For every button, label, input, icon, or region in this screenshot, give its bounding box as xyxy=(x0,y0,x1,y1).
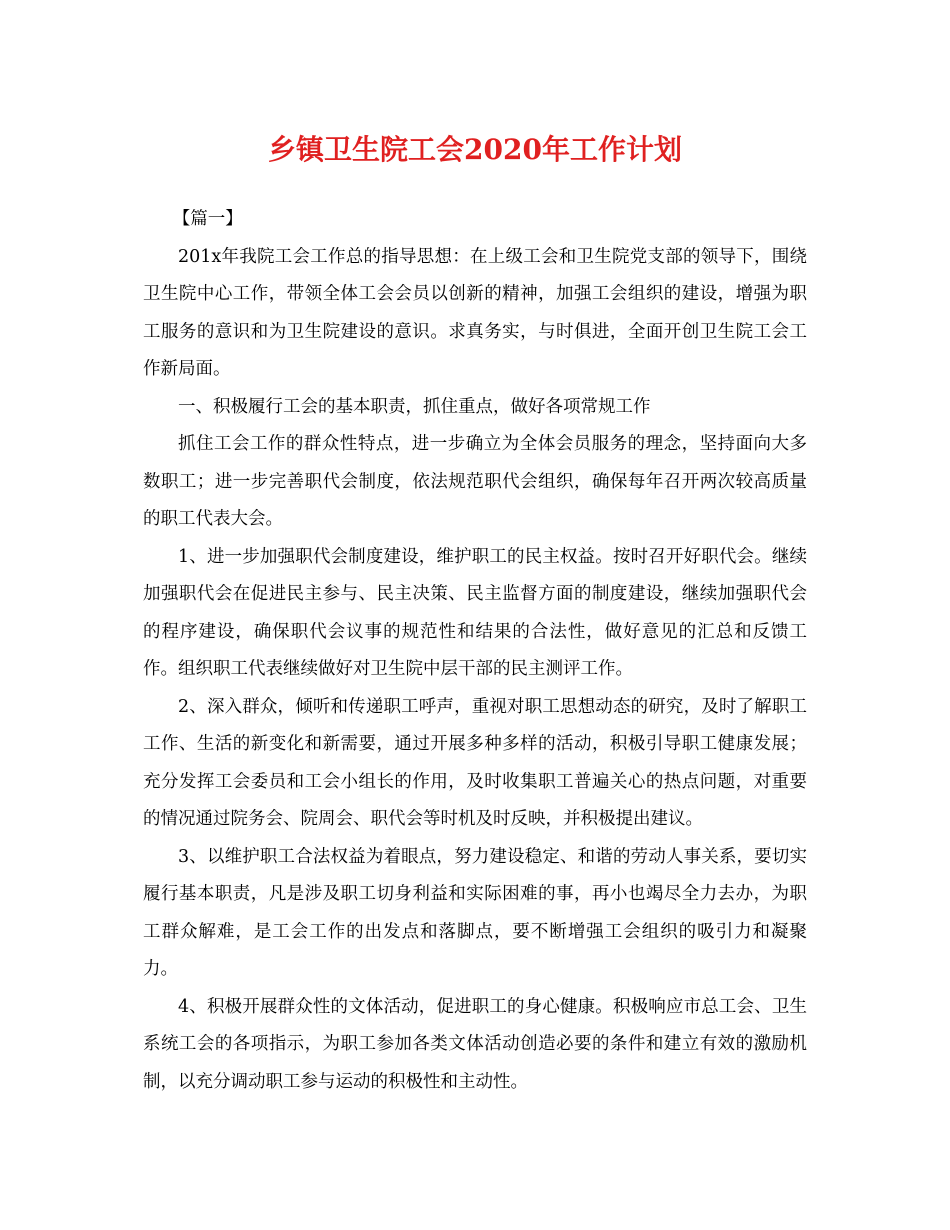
paragraph-item-4: 4、积极开展群众性的文体活动，促进职工的身心健康。积极响应市总工会、卫生系统工会的各项指示，为职工参加各类文体活动创造必要的条件和建立有效的激励机制，以充分调动职工参与运动的积极性和主动性。 xyxy=(143,996,807,1092)
paragraph-item-3: 3、以维护职工合法权益为着眼点，努力建设稳定、和谐的劳动人事关系，要切实履行基本职责，凡是涉及职工切身利益和实际困难的事，再小也竭尽全力去办，为职工群众解难，是工会工作的出发点和落脚点，要不断增强工会组织的吸引力和凝聚力。 xyxy=(143,846,807,979)
paragraph-mass-character: 抓住工会工作的群众性特点，进一步确立为全体会员服务的理念，坚持面向大多数职工；进一步完善职代会制度，依法规范职代会组织，确保每年召开两次较高质量的职工代表大会。 xyxy=(143,434,807,529)
paragraph-guiding-thought: 201x年我院工会工作总的指导思想：在上级工会和卫生院党支部的领导下，围绕卫生院中心工作，带领全体工会会员以创新的精神，加强工会组织的建设，增强为职工服务的意识和为卫生院建设的意识。求真务实，与时俱进，全面开创卫生院工会工作新局面。 xyxy=(143,246,807,379)
paragraph-item-2: 2、深入群众，倾听和传递职工呼声，重视对职工思想动态的研究，及时了解职工工作、生活的新变化和新需要，通过开展多种多样的活动，积极引导职工健康发展；充分发挥工会委员和工会小组长的作用，及时收集职工普遍关心的热点问题，对重要的情况通过院务会、院周会、职代会等时机及时反映，并积极提出建议。 xyxy=(143,696,807,829)
paragraph-heading-one: 一、积极履行工会的基本职责，抓住重点，做好各项常规工作 xyxy=(178,396,651,417)
section-label: 【篇一】 xyxy=(172,209,243,229)
paragraph-item-1: 1、进一步加强职代会制度建设，维护职工的民主权益。按时召开好职代会。继续加强职代会在促进民主参与、民主决策、民主监督方面的制度建设，继续加强职代会的程序建设，确保职代会议事的规范性和结果的合法性，做好意见的汇总和反馈工作。组织职工代表继续做好对卫生院中层干部的民主测评工作。 xyxy=(143,546,807,679)
document-body xyxy=(143,201,807,1101)
document-title: 乡镇卫生院工会2020年工作计划 xyxy=(268,133,682,166)
